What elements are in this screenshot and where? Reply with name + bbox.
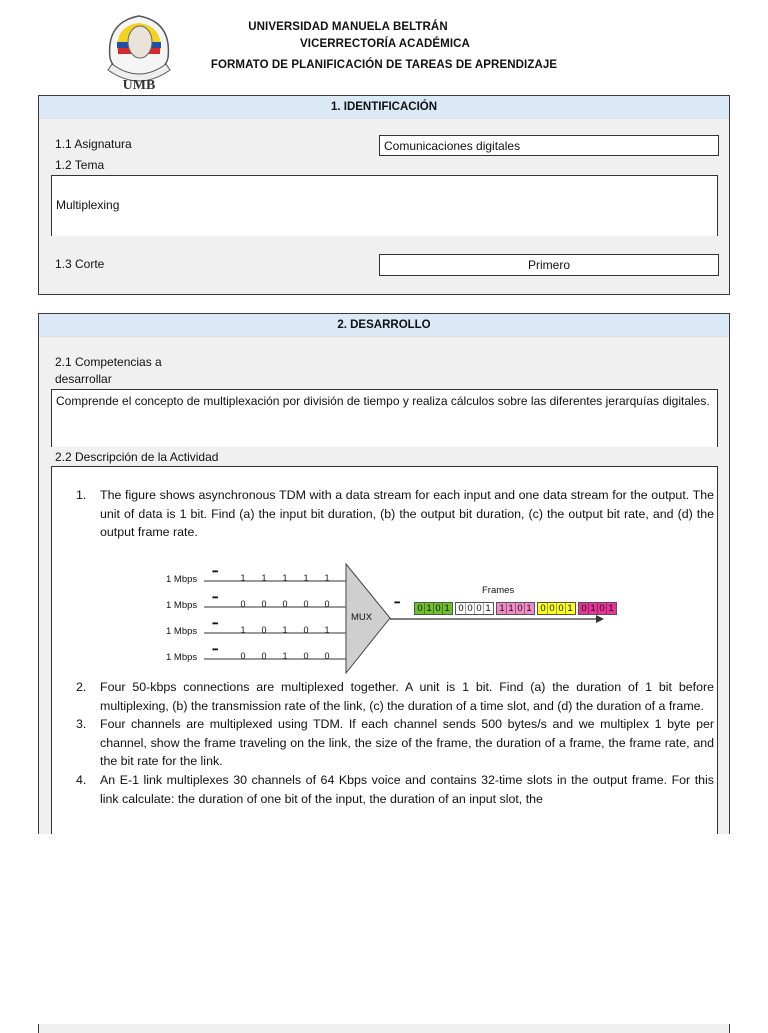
asignatura-label: 1.1 Asignatura — [55, 137, 132, 151]
svg-text:UMB: UMB — [122, 78, 156, 92]
frame: 0 1 0 1 — [414, 602, 453, 615]
mux-label: MUX — [351, 612, 373, 623]
frame: 1 1 0 1 — [496, 602, 535, 615]
item-number: 3. — [76, 717, 87, 732]
competencias-field[interactable]: Comprende el concepto de multiplexación por división de tiempo y realiza cálculos sobre las diferentes jerarquías digitales. — [51, 389, 718, 447]
tema-label: 1.2 Tema — [55, 158, 105, 172]
input-bits-row: 0 0 1 0 0 — [240, 651, 330, 661]
ellipsis-icon: ••• — [212, 645, 218, 654]
ellipsis-icon: ••• — [212, 619, 218, 628]
list-item — [64, 715, 714, 771]
activity-list-continued — [64, 678, 714, 808]
frame: 0 0 0 1 — [537, 602, 576, 615]
input-rate: 1 Mbps — [166, 600, 198, 611]
activity-list — [64, 486, 714, 542]
input-rate: 1 Mbps — [166, 626, 198, 637]
department-name: VICERRECTORÍA ACADÉMICA — [300, 38, 470, 50]
item-number: 2. — [76, 680, 87, 694]
ellipsis-icon: ••• — [212, 593, 218, 602]
item-number: 1. — [76, 488, 87, 502]
list-item — [64, 486, 714, 542]
ellipsis-icon: ••• — [394, 598, 400, 607]
frame: 0 1 0 1 — [578, 602, 617, 615]
item-text: The figure shows asynchronous TDM with a data stream for each input and one data stream for the output. The unit of data is 1 bit. Find (a) the input bit duration, (b) the output bit duration, (c) the output bit rate, and (d) the output frame rate. — [100, 488, 714, 540]
page-blank-area — [0, 834, 768, 1024]
input-rate: 1 Mbps — [166, 652, 198, 663]
frames-label: Frames — [482, 585, 515, 596]
asignatura-field[interactable]: Comunicaciones digitales — [379, 135, 719, 156]
corte-field[interactable]: Primero — [379, 254, 719, 276]
competencias-label-line2: desarrollar — [55, 372, 112, 386]
item-text: Four 50-kbps connections are multiplexed together. A unit is 1 bit. Find (a) the duration of 1 bit before multiplexing, (b) the transmission rate of the link, (c) the duration of a time slot, and (d) the duration of a frame. — [100, 680, 714, 713]
item-number: 4. — [76, 772, 87, 787]
list-item — [64, 771, 714, 808]
item-text: An E-1 link multiplexes 30 channels of 64 Kbps voice and contains 32-time slots in the output frame. For this link calculate: the duration of one bit of the input, the duration of an input slot, the — [100, 772, 714, 806]
descripcion-label: 2.2 Descripción de la Actividad — [55, 450, 219, 464]
input-bits-row: 0 0 0 0 0 — [240, 599, 330, 609]
tdm-figure — [160, 558, 614, 678]
input-bits-row: 1 1 1 1 1 — [240, 573, 330, 583]
tema-field[interactable] — [51, 175, 718, 236]
form-title: FORMATO DE PLANIFICACIÓN DE TAREAS DE APRENDIZAJE — [210, 59, 558, 71]
section-title: 1. IDENTIFICACIÓN — [39, 96, 729, 119]
section-title: 2. DESARROLLO — [39, 314, 729, 337]
input-rate: 1 Mbps — [166, 574, 198, 585]
corte-label: 1.3 Corte — [55, 257, 105, 271]
frame: 0 0 0 1 — [455, 602, 494, 615]
ellipsis-icon: ••• — [212, 567, 218, 576]
input-bits-row: 1 0 1 0 1 — [240, 625, 330, 635]
output-frames — [414, 598, 619, 616]
competencias-label-line1: 2.1 Competencias a — [55, 355, 162, 369]
item-text: Four channels are multiplexed using TDM. If each channel sends 500 bytes/s and we multiplex 1 byte per channel, show the frame traveling on the link, the size of the frame, the duration of a frame, the frame rate, and the bit rate for the link. — [100, 717, 714, 769]
tema-value: Multiplexing — [56, 198, 120, 212]
institution-name: UNIVERSIDAD MANUELA BELTRÁN — [248, 21, 448, 33]
list-item — [64, 678, 714, 715]
section-identificacion — [38, 95, 730, 295]
